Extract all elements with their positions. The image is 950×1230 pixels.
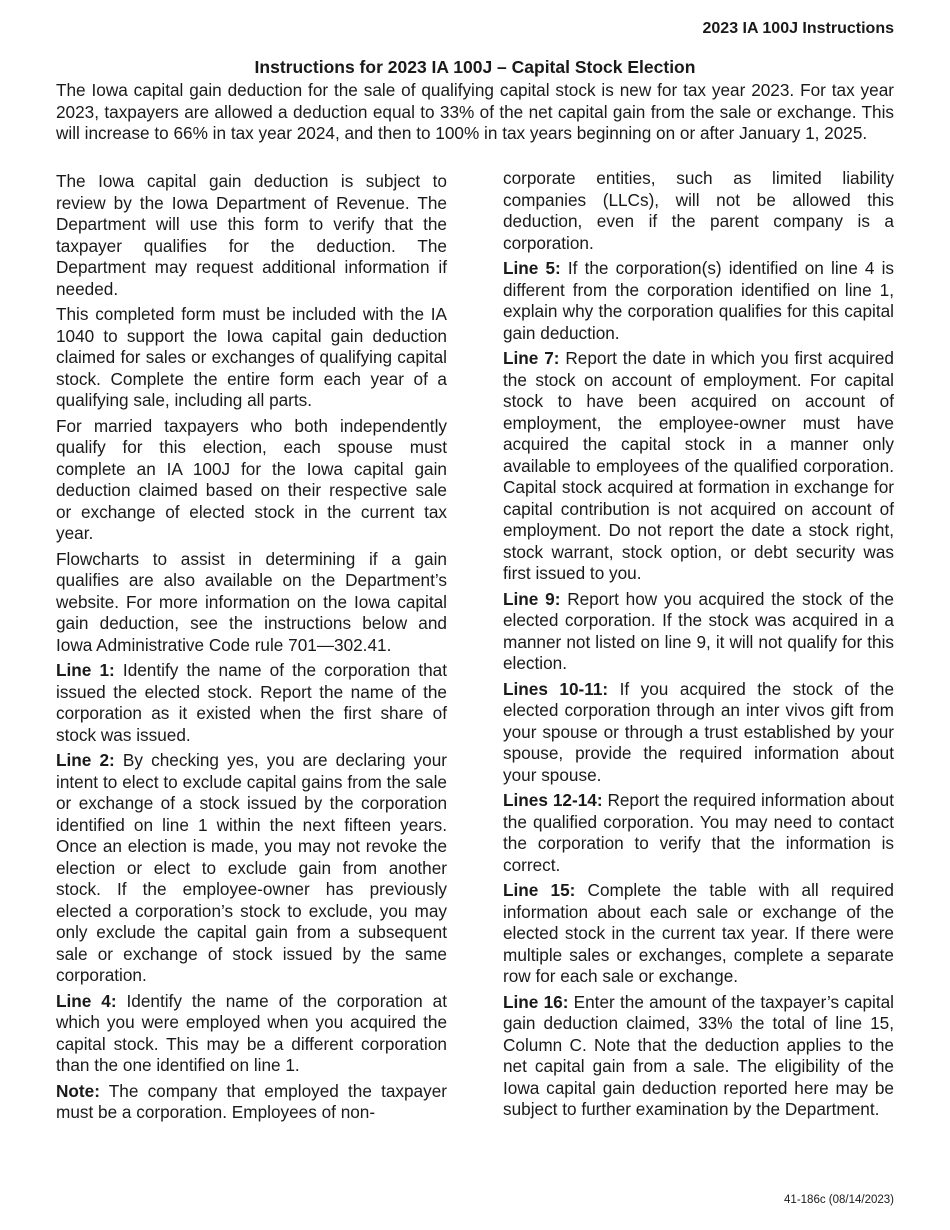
note-instruction (56, 1081, 447, 1124)
line-16-label: Line 16: (503, 991, 569, 1012)
note-text: The company that employed the taxpayer must be a corporation. Employees of non- (56, 1080, 447, 1122)
line-15-label: Line 15: (503, 880, 576, 900)
line-1-text: Identify the name of the corporation that issued the elected stock. Report the name of the corporation as it existed when the first share of stock was issued. (56, 660, 447, 745)
note-continuation: corporate entities, such as limited liability companies (LLCs), will not be allowed this deduction, even if the parent company is a corporation. (503, 168, 894, 253)
intro-paragraph: The Iowa capital gain deduction for the sale of qualifying capital stock is new for tax year 2023. For tax year 2023, taxpayers are allowed a deduction equal to 33% of the net capital gain from the sale or exchange. This will increase to 66% in tax year 2024, and then to 100% in tax years beginning on or after January 1, 2025. (56, 80, 894, 143)
flowcharts-paragraph: Flowcharts to assist in determining if a gain qualifies are also available on the Department’s website. For more information on the Iowa capital gain deduction, see the instructions below and Iowa Administrative Code rule 701—302.41. (56, 548, 447, 655)
lines-10-11-label: Lines 10-11: (503, 678, 609, 699)
line-7-text: Report the date in which you first acquired the stock on account of employment. For capital stock to have been acquired on account of employment, the employee-owner must have acquired the capital stock in a manner only available to employees of the qualified corporation. Capital stock acquired at formation in exchange for capital contribution is not acquired on account of employment. Do not report the date a stock right, stock warrant, stock option, or debt security was first issued to you. (503, 348, 894, 583)
lines-10-11-text: If you acquired the stock of the elected corporation through an inter vivos gift from your spouse or through a trust established by your spouse, provide the required information about your spouse. (503, 678, 894, 785)
line-9-label: Line 9: (503, 588, 561, 609)
line-5-label: Line 5: (503, 258, 561, 278)
line-7-label: Line 7: (503, 348, 560, 368)
left-column (56, 171, 447, 1128)
lines-12-14-label: Lines 12-14: (503, 790, 603, 810)
review-paragraph: The Iowa capital gain deduction is subject to review by the Iowa Department of Revenue. The Department will use this form to verify that the taxpayer qualifies for the deduction. The Department may request additional information if needed. (56, 171, 447, 299)
line-16-instruction (503, 992, 894, 1121)
line-7-instruction (503, 348, 894, 585)
line-4-text: Identify the name of the corporation at which you were employed when you acquired the capital stock. This may be a different corporation than the one identified on line 1. (56, 990, 448, 1075)
lines-10-11-instruction (503, 679, 894, 787)
line-15-instruction (503, 880, 894, 988)
line-4-instruction (56, 991, 447, 1077)
line-5-instruction (503, 258, 894, 344)
line-2-label: Line 2: (56, 750, 115, 770)
right-column (503, 168, 894, 1125)
page-title: Instructions for 2023 IA 100J – Capital Stock Election (254, 57, 696, 77)
completion-paragraph: This completed form must be included with the IA 1040 to support the Iowa capital gain deduction claimed for sales or exchanges of qualifying capital stock. Complete the entire form each year of a qualifying sale, including all parts. (56, 304, 447, 410)
lines-12-14-text: Report the required information about the qualified corporation. You may need to contact the corporation to verify that the information is correct. (503, 790, 894, 875)
lines-12-14-instruction (503, 790, 894, 876)
line-4-label: Line 4: (56, 990, 117, 1011)
line-5-text: If the corporation(s) identified on line 4 is different from the corporation identified on line 1, explain why the corporation qualifies for this capital gain deduction. (503, 258, 895, 343)
line-9-text: Report how you acquired the stock of the elected corporation. If the stock was acquired in a manner not listed on line 9, it will not qualify for this election. (503, 588, 894, 673)
line-1-instruction (56, 660, 447, 746)
line-1-label: Line 1: (56, 660, 115, 680)
line-2-text: By checking yes, you are declaring your intent to elect to exclude capital gains from the sale or exchange of a stock issued by the corporation identified on line 1 within the next fifteen years. Once an election is made, you may not revoke the election or elect to exclude gain from another stock. If the employee-owner has previously elected a corporation’s stock to exclude, you may only exclude the capital gain from a subsequent sale or exchange of stock issued by the same corporation. (56, 750, 448, 985)
married-paragraph: For married taxpayers who both independently qualify for this election, each spouse must complete an IA 100J for the Iowa capital gain deduction claimed based on their respective sale or exchange of elected stock in the current tax year. (56, 415, 447, 543)
note-label: Note: (56, 1080, 100, 1101)
line-16-text: Enter the amount of the taxpayer’s capital gain deduction claimed, 33% the total of line 15, Column C. Note that the deduction applies to the net capital gain from a sale. The eligibility of the Iowa capital gain deduction reported here may be subject to further examination by the Department. (503, 991, 894, 1119)
form-code: 41-186c (08/14/2023) (784, 1194, 894, 1206)
line-15-text: Complete the table with all required information about each sale or exchange of the elected stock in the current tax year. If there were multiple sales or exchanges, complete a separate row for each sale or exchange. (503, 880, 894, 986)
line-9-instruction (503, 589, 894, 675)
form-identifier: 2023 IA 100J Instructions (702, 20, 894, 37)
line-2-instruction (56, 750, 447, 987)
